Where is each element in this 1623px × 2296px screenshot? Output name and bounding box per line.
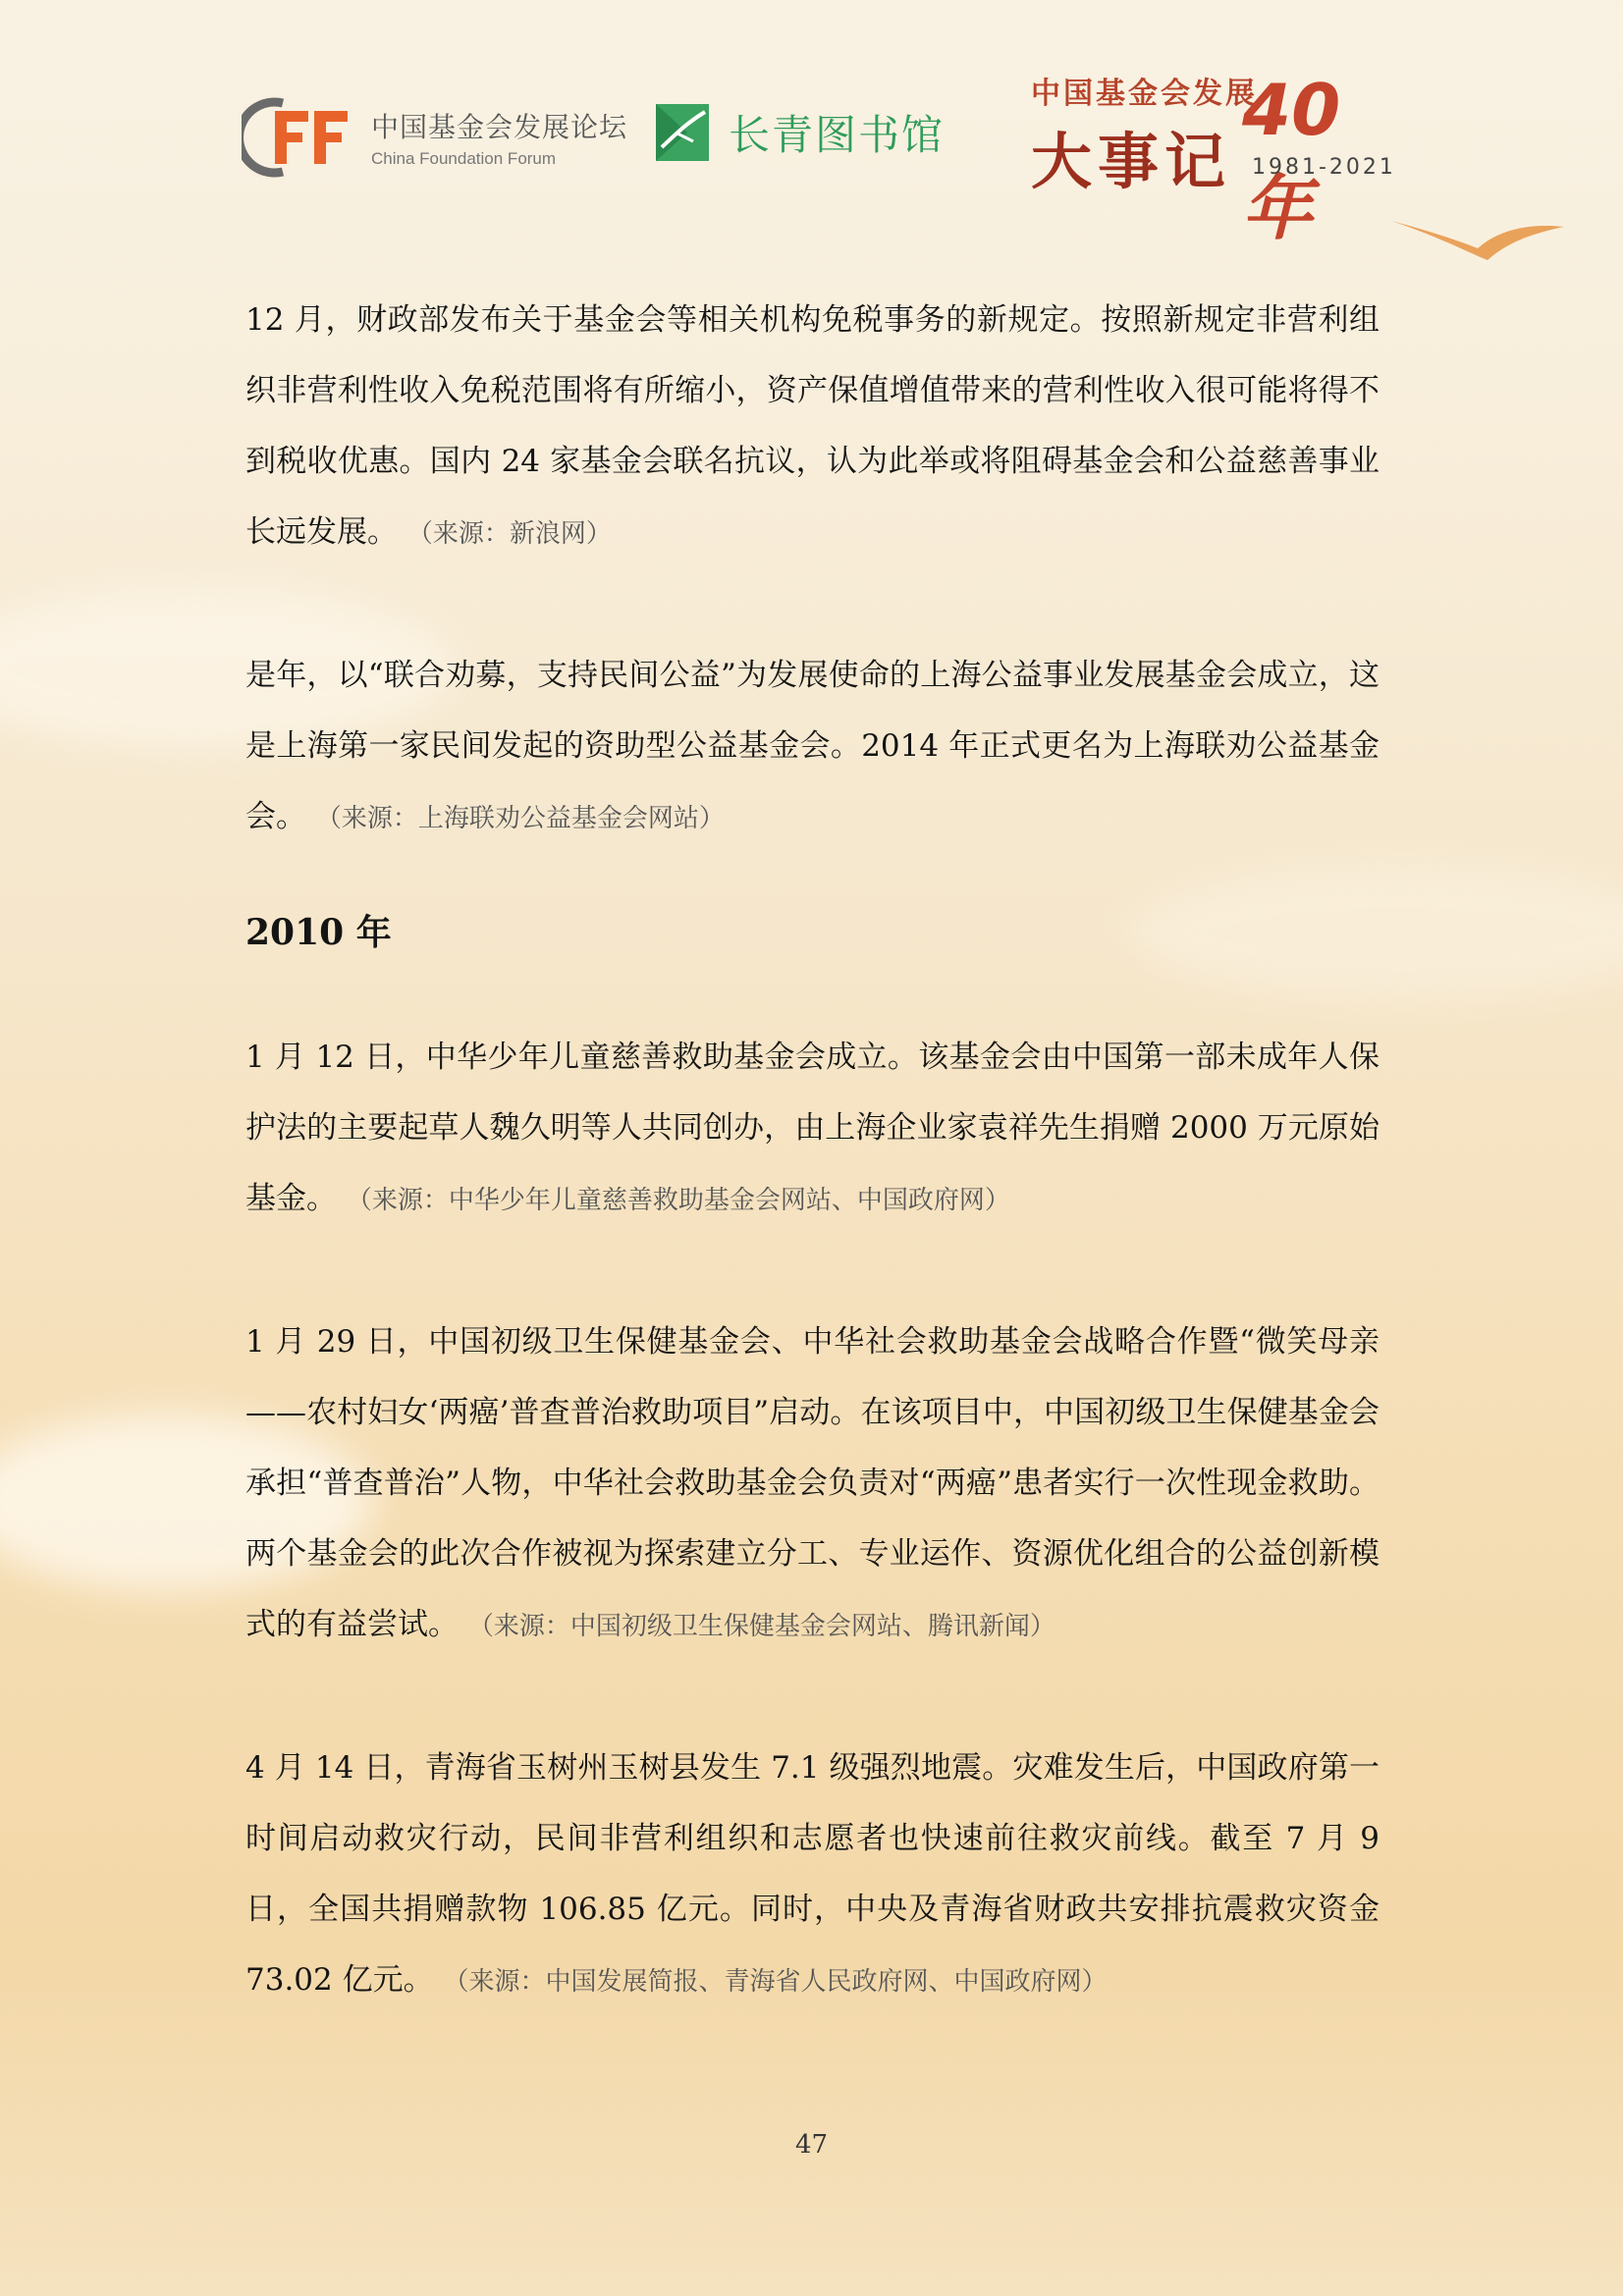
entry-text: 12 月，财政部发布关于基金会等相关机构免税事务的新规定。按照新规定非营利组织非营利性收入免税范围将有所缩小，资产保值增值带来的营利性收入很可能将得不到税收优惠。国内 24 家基金会联名抗议，认为此举或将阻碍基金会和公益慈善事业长远发展。 (245, 302, 1380, 550)
entry-text: 4 月 14 日，青海省玉树州玉树县发生 7.1 级强烈地震。灾难发生后，中国政府第一时间启动救灾行动，民间非营利组织和志愿者也快速前往救灾前线。截至 7 月 9 日，全国共捐赠款物 106.85 亿元。同时，中央及青海省财政共安排抗震救灾资金 73.02 亿元。 (245, 1750, 1380, 1998)
entry-source: （来源：新浪网） (406, 519, 612, 549)
entry-paragraph (245, 1733, 1380, 2017)
entry-text: 1 月 12 日，中华少年儿童慈善救助基金会成立。该基金会由中国第一部未成年人保护法的主要起草人魏久明等人共同创办，由上海企业家袁祥先生捐赠 2000 万元原始基金。 (245, 1040, 1380, 1216)
page-number: 47 (794, 2130, 829, 2160)
entry-source: （来源：中国初级卫生保健基金会网站、腾讯新闻） (467, 1612, 1055, 1641)
cff-logo (242, 93, 627, 182)
cff-logo-mark (242, 93, 357, 182)
flying-bird-icon (1389, 201, 1566, 270)
anniversary-40-years: 40年 (1242, 69, 1341, 249)
anniversary-year-range: 1981-2021 (1252, 155, 1396, 180)
entry-text: 1 月 29 日，中国初级卫生保健基金会、中华社会救助基金会战略合作暨“微笑母亲——农村妇女‘两癌’普查普治救助项目”启动。在该项目中，中国初级卫生保健基金会承担“普查普治”人物，中华社会救助基金会负责对“两癌”患者实行一次性现金救助。两个基金会的此次合作被视为探索建立分工、专业运作、资源优化组合的公益创新模式的有益尝试。 (245, 1324, 1380, 1642)
entry-source: （来源：中华少年儿童慈善救助基金会网站、中国政府网） (346, 1186, 1010, 1215)
cff-name-cn: 中国基金会发展论坛 (371, 111, 628, 143)
entry-paragraph (245, 640, 1380, 854)
entry-source: （来源：上海联劝公益基金会网站） (315, 804, 725, 833)
anniversary-title-top: 中国基金会发展 (1031, 77, 1258, 111)
year-heading: 2010 年 (245, 912, 392, 953)
anniversary-title-main: 大事记 (1031, 126, 1232, 197)
anniversary-logo (1031, 69, 1404, 249)
entry-paragraph (245, 1022, 1380, 1236)
entry-source: （来源：中国发展简报、青海省人民政府网、中国政府网） (443, 1967, 1108, 1997)
cff-name-en: China Foundation Forum (371, 149, 557, 168)
entry-paragraph (245, 1307, 1380, 1662)
entry-text: 是年，以“联合劝募，支持民间公益”为发展使命的上海公益事业发展基金会成立，这是上海第一家民间发起的资助型公益基金会。2014 年正式更名为上海联劝公益基金会。 (245, 658, 1380, 834)
library-logo (648, 98, 945, 167)
entry-paragraph (245, 285, 1380, 569)
library-name: 长青图书馆 (729, 111, 946, 159)
library-leaf-icon (648, 98, 717, 167)
page-content (245, 285, 1380, 2017)
